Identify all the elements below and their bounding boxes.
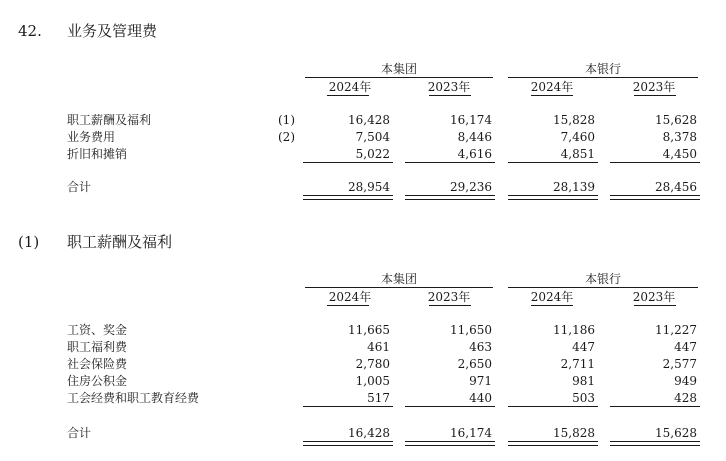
total-group-2023: 16,174 bbox=[450, 426, 492, 440]
table2-year-underline bbox=[634, 305, 676, 306]
table1-year-header: 2023年 bbox=[427, 80, 471, 94]
total-double-line bbox=[610, 441, 700, 446]
row-label: 职工薪酬及福利 bbox=[67, 113, 152, 127]
value-bank-2023: 8,378 bbox=[662, 130, 697, 144]
subtotal-line bbox=[303, 406, 393, 407]
subsection-title: 职工薪酬及福利 bbox=[67, 233, 173, 251]
value-group-2024: 7,504 bbox=[355, 130, 390, 144]
value-group-2024: 2,780 bbox=[355, 357, 390, 371]
value-group-2023: 463 bbox=[469, 340, 492, 354]
value-group-2023: 971 bbox=[469, 374, 492, 388]
subtotal-line bbox=[405, 406, 495, 407]
value-group-2024: 5,022 bbox=[355, 147, 390, 161]
table2-year-header: 2023年 bbox=[632, 290, 676, 304]
value-group-2023: 8,446 bbox=[457, 130, 492, 144]
row-label: 社会保险费 bbox=[67, 357, 128, 371]
table2-group-underline bbox=[305, 287, 493, 288]
value-group-2024: 1,005 bbox=[355, 374, 390, 388]
total-group-2024: 28,954 bbox=[348, 180, 390, 194]
value-bank-2023: 447 bbox=[674, 340, 697, 354]
table1-year-underline bbox=[531, 95, 573, 96]
table2-bank-underline bbox=[508, 287, 698, 288]
table1-year-header: 2024年 bbox=[530, 80, 574, 94]
value-group-2024: 461 bbox=[367, 340, 390, 354]
value-group-2024: 11,665 bbox=[348, 323, 390, 337]
subtotal-line bbox=[610, 406, 700, 407]
table1-year-underline bbox=[327, 95, 369, 96]
value-bank-2024: 2,711 bbox=[560, 357, 595, 371]
value-bank-2023: 949 bbox=[674, 374, 697, 388]
row-note: (2) bbox=[278, 130, 295, 144]
value-bank-2023: 428 bbox=[674, 391, 697, 405]
value-bank-2023: 11,227 bbox=[655, 323, 697, 337]
table1-group-underline bbox=[305, 77, 493, 78]
total-label: 合计 bbox=[67, 180, 92, 194]
row-label: 职工福利费 bbox=[67, 340, 128, 354]
table2-year-underline bbox=[327, 305, 369, 306]
value-group-2023: 440 bbox=[469, 391, 492, 405]
value-group-2024: 16,428 bbox=[348, 113, 390, 127]
table2-year-header: 2024年 bbox=[530, 290, 574, 304]
table2-year-underline bbox=[429, 305, 471, 306]
subtotal-line bbox=[405, 162, 495, 163]
total-double-line bbox=[508, 195, 598, 200]
total-double-line bbox=[405, 441, 495, 446]
value-bank-2023: 4,450 bbox=[662, 147, 697, 161]
subtotal-line bbox=[303, 162, 393, 163]
table1-year-header: 2024年 bbox=[328, 80, 372, 94]
total-bank-2024: 15,828 bbox=[553, 426, 595, 440]
total-label: 合计 bbox=[67, 426, 92, 440]
row-label: 工资、奖金 bbox=[67, 323, 128, 337]
total-bank-2023: 28,456 bbox=[655, 180, 697, 194]
table2-bank-header: 本银行 bbox=[584, 272, 621, 286]
total-double-line bbox=[610, 195, 700, 200]
table1-bank-header: 本银行 bbox=[584, 62, 621, 76]
value-bank-2024: 447 bbox=[572, 340, 595, 354]
value-group-2023: 16,174 bbox=[450, 113, 492, 127]
row-label: 业务费用 bbox=[67, 130, 116, 144]
total-group-2024: 16,428 bbox=[348, 426, 390, 440]
total-double-line bbox=[508, 441, 598, 446]
total-double-line bbox=[303, 195, 393, 200]
subtotal-line bbox=[508, 162, 598, 163]
value-bank-2023: 2,577 bbox=[662, 357, 697, 371]
value-group-2024: 517 bbox=[367, 391, 390, 405]
row-note: (1) bbox=[278, 113, 295, 127]
value-bank-2024: 15,828 bbox=[553, 113, 595, 127]
total-double-line bbox=[303, 441, 393, 446]
table1-group-header: 本集团 bbox=[380, 62, 417, 76]
row-label: 工会经费和职工教育经费 bbox=[67, 391, 200, 405]
value-bank-2024: 11,186 bbox=[553, 323, 595, 337]
table2-year-underline bbox=[531, 305, 573, 306]
section-title: 业务及管理费 bbox=[67, 22, 158, 40]
table1-year-underline bbox=[634, 95, 676, 96]
total-bank-2024: 28,139 bbox=[553, 180, 595, 194]
row-label: 折旧和摊销 bbox=[67, 147, 128, 161]
table2-year-header: 2024年 bbox=[328, 290, 372, 304]
table2-year-header: 2023年 bbox=[427, 290, 471, 304]
table1-year-underline bbox=[429, 95, 471, 96]
row-label: 住房公积金 bbox=[67, 374, 128, 388]
subsection-number: (1) bbox=[18, 233, 40, 251]
value-group-2023: 4,616 bbox=[457, 147, 492, 161]
value-bank-2023: 15,628 bbox=[655, 113, 697, 127]
subtotal-line bbox=[508, 406, 598, 407]
table1-bank-underline bbox=[508, 77, 698, 78]
value-group-2023: 2,650 bbox=[457, 357, 492, 371]
total-bank-2023: 15,628 bbox=[655, 426, 697, 440]
table1-year-header: 2023年 bbox=[632, 80, 676, 94]
total-double-line bbox=[405, 195, 495, 200]
section-number: 42. bbox=[18, 22, 42, 40]
value-group-2023: 11,650 bbox=[450, 323, 492, 337]
subtotal-line bbox=[610, 162, 700, 163]
total-group-2023: 29,236 bbox=[450, 180, 492, 194]
table2-group-header: 本集团 bbox=[380, 272, 417, 286]
value-bank-2024: 7,460 bbox=[560, 130, 595, 144]
value-bank-2024: 981 bbox=[572, 374, 595, 388]
value-bank-2024: 4,851 bbox=[560, 147, 595, 161]
value-bank-2024: 503 bbox=[572, 391, 595, 405]
